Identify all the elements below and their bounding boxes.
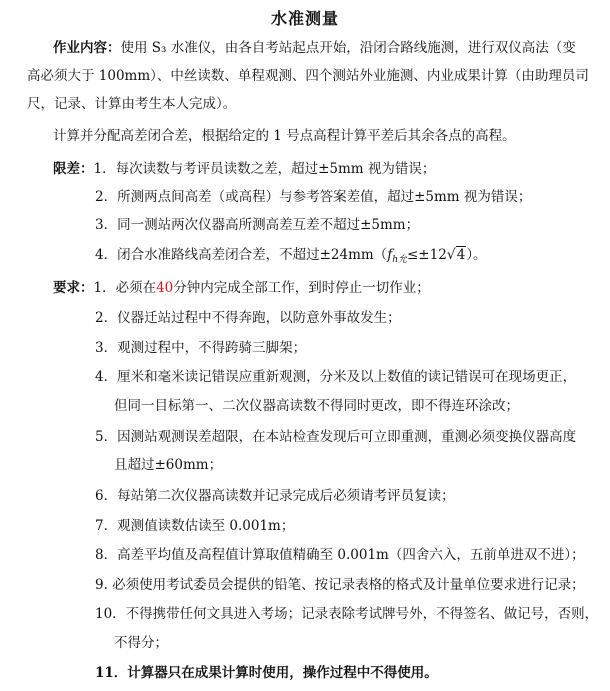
req-item-6: 6．每站第二次仪器高读数并记录完成后必须请考评员复读； [95, 488, 455, 504]
req-1-minutes: 40 [156, 280, 174, 296]
req-item-4b: 但同一目标第一、二次仪器高读数不得同时更改，即不得连环涂改； [114, 398, 519, 414]
req-item-5b: 且超过±60mm； [114, 457, 223, 473]
limit-text-1: 1．每次读数与考评员读数之差，超过±5mm 视为错误； [93, 161, 436, 177]
content-label: 作业内容： [53, 40, 121, 56]
req-item-8: 8．高差平均值及高程值计算取值精确至 0.001m（四舍六入，五前单进双不进）； [95, 547, 585, 563]
limit-text-4: 4．闭合水准路线高差闭合差，不超过±24mm（ [95, 247, 388, 263]
formula-bound: ≤±12 [406, 247, 447, 263]
sqrt-radicand: 4 [456, 247, 466, 263]
req-item-7: 7．观测值读数估读至 0.001m； [95, 518, 295, 534]
req-item-10a: 10．不得携带任何文具进入考场；记录表除考试牌号外，不得签名、做记号，否则， [95, 606, 599, 622]
req-1-post: 分钟内完成全部工作，到时停止一切作业； [173, 280, 430, 296]
req-item-2: 2．仪器迁站过程中不得奔跑，以防意外事故发生； [95, 310, 401, 326]
content-line-1 [53, 39, 576, 57]
calc-note: 计算并分配高差闭合差，根据给定的 1 号点高程计算平差后其余各点的高程。 [53, 128, 516, 144]
req-item-9: 9. 必须使用考试委员会提供的铅笔、按记录表格的格式及计量单位要求进行记录； [95, 577, 585, 593]
requirements-label: 要求： [53, 280, 94, 296]
limits-label: 限差： [53, 161, 94, 177]
content-line-3: 尺，记录、计算由考生本人完成）。 [27, 96, 237, 112]
req-item-1 [53, 279, 430, 297]
limit-item-2: 2．所测两点间高差（或高程）与参考答案差值，超过±5mm 视为错误； [95, 189, 532, 205]
limit-item-3: 3．同一测站两次仪器高所测高差互差不超过±5mm； [95, 217, 420, 233]
limit-item-4 [95, 246, 487, 269]
sqrt-radical: √4 [446, 247, 466, 263]
req-item-3: 3．观测过程中，不得跨骑三脚架； [95, 340, 307, 356]
formula-f: f [387, 247, 393, 263]
limit-item-1 [53, 160, 435, 178]
req-item-4a: 4．厘米和毫米读记错误应重新观测，分米及以上数值的读记错误可在现场更正， [95, 369, 577, 385]
formula-subscript: h允 [392, 255, 407, 265]
content-text-1: 使用 S₃ 水准仪，由各自考站起点开始，沿闭合路线施测，进行双仪高法（变 [120, 40, 576, 56]
content-line-2: 高必须大于 100mm）、中丝读数、单程观测、四个测站外业施测、内业成果计算（由助理员司 [27, 68, 589, 84]
page-title: 水准测量 [270, 9, 339, 28]
limit-text-4-end: ）。 [466, 247, 487, 263]
req-item-10b: 不得分； [114, 635, 168, 651]
req-item-11: 11．计算器只在成果计算时使用，操作过程中不得使用。 [95, 665, 438, 681]
req-item-5a: 5．因测站观测误差超限，在本站检查发现后可立即重测，重测必须变换仪器高度 [95, 429, 577, 445]
req-1-pre: 1．必须在 [93, 280, 157, 296]
